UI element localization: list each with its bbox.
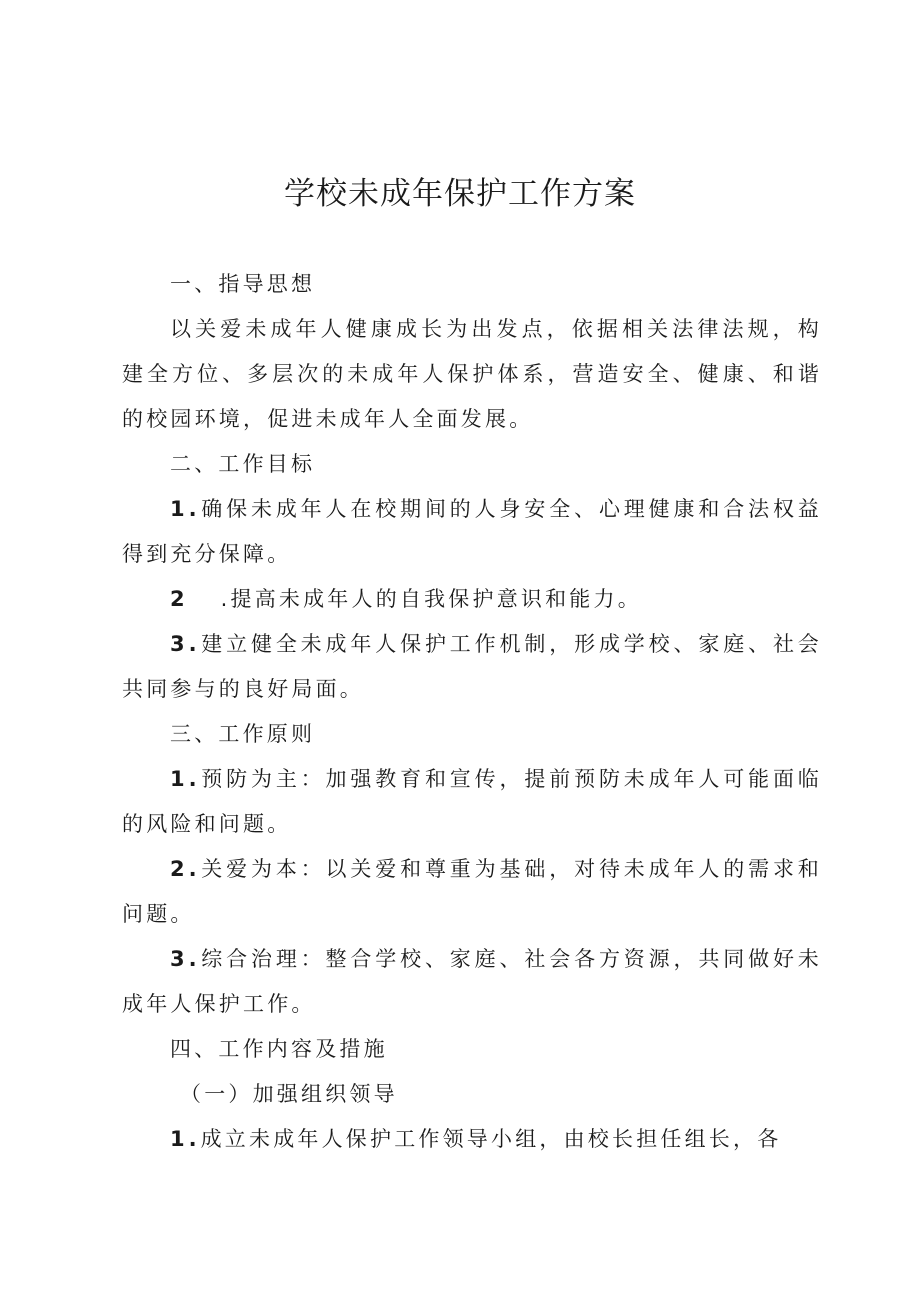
list-item-goal-3 [122, 622, 822, 712]
list-item-principle-1 [122, 757, 822, 847]
list-number: 2 [170, 587, 189, 611]
list-item-goal-1 [122, 487, 822, 577]
list-item-text: 关爱为本：以关爱和尊重为基础，对待未成年人的需求和问题。 [122, 857, 822, 926]
document-title: 学校未成年保护工作方案 [284, 176, 636, 212]
list-number: 3. [170, 632, 201, 656]
document-body [122, 262, 822, 1162]
list-item-principle-2 [122, 847, 822, 937]
subsection-heading-organization: （一）加强组织领导 [180, 1082, 398, 1106]
list-item-text: .提高未成年人的自我保护意识和能力。 [220, 587, 642, 611]
list-number: 1. [170, 767, 201, 791]
list-number: 2. [170, 857, 201, 881]
section-heading-work-content: 四、工作内容及措施 [170, 1037, 388, 1061]
list-item-text: 建立健全未成年人保护工作机制，形成学校、家庭、社会共同参与的良好局面。 [122, 632, 822, 701]
section-heading-guiding-ideology: 一、指导思想 [170, 272, 316, 296]
list-item-goal-2 [122, 577, 822, 622]
paragraph-guiding-ideology: 以关爱未成年人健康成长为出发点，依据相关法律法规，构建全方位、多层次的未成年人保护体系，营造安全、健康、和谐的校园环境，促进未成年人全面发展。 [122, 317, 822, 431]
list-item-text: 预防为主：加强教育和宣传，提前预防未成年人可能面临的风险和问题。 [122, 767, 822, 836]
list-item-text: 综合治理：整合学校、家庭、社会各方资源，共同做好未成年人保护工作。 [122, 947, 822, 1016]
list-number: 3. [170, 947, 201, 971]
list-item-text: 成立未成年人保护工作领导小组，由校长担任组长，各 [200, 1127, 782, 1151]
list-number: 1. [170, 1127, 201, 1151]
list-item-text: 确保未成年人在校期间的人身安全、心理健康和合法权益得到充分保障。 [122, 497, 822, 566]
list-number: 1. [170, 497, 201, 521]
section-heading-work-goals: 二、工作目标 [170, 452, 316, 476]
list-item-principle-3 [122, 937, 822, 1027]
list-item-measure-1 [122, 1117, 822, 1162]
section-heading-work-principles: 三、工作原则 [170, 722, 316, 746]
